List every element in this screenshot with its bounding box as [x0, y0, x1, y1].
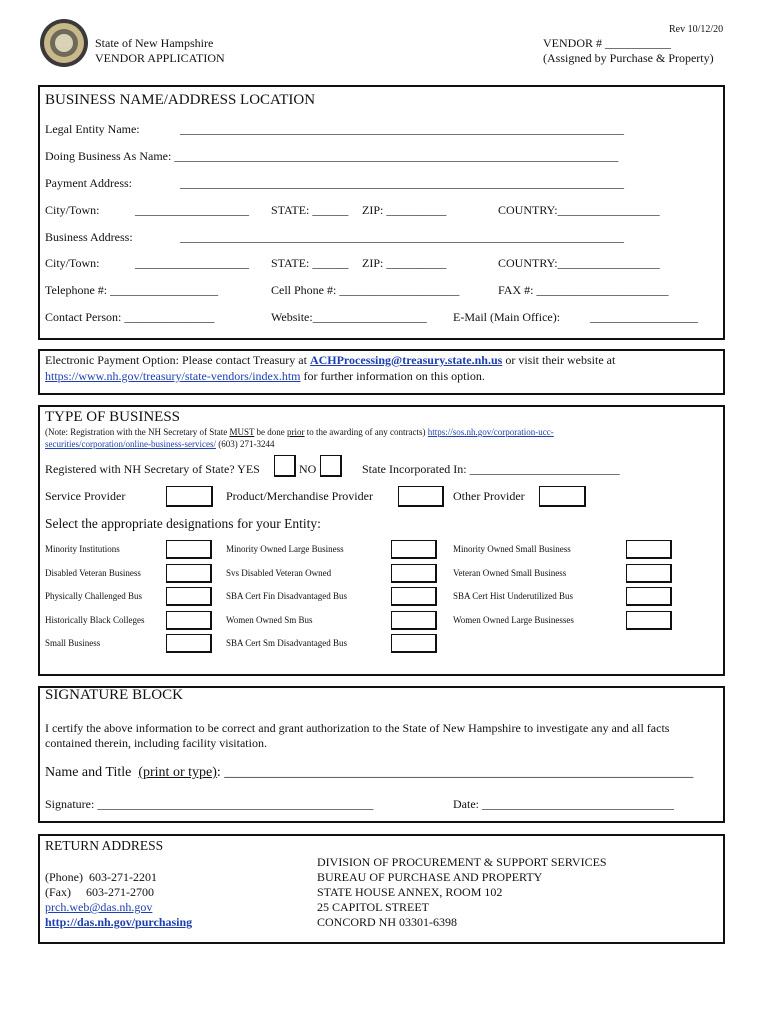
designation-checkbox[interactable] — [626, 587, 672, 606]
treasury-email-link[interactable]: ACHProcessing@treasury.state.nh.us — [309, 353, 503, 367]
signature-heading: SIGNATURE BLOCK — [45, 687, 183, 703]
designations-heading: Select the appropriate designations for your Entity: — [45, 516, 321, 531]
dba-field[interactable]: Doing Business As Name: __________________________________________________________________________ — [45, 149, 619, 163]
payment-state-field[interactable]: STATE: ______ — [271, 203, 349, 217]
business-state-field[interactable]: STATE: ______ — [271, 256, 349, 270]
name-title-field[interactable] — [45, 765, 693, 781]
designation-checkbox[interactable] — [166, 587, 212, 606]
payment-address-field[interactable]: __________________________________________________________________________ — [180, 176, 624, 190]
email-field[interactable]: __________________ — [590, 310, 698, 324]
payment-country-field[interactable]: COUNTRY:_________________ — [498, 203, 660, 217]
service-provider-checkbox[interactable] — [166, 486, 213, 507]
business-section-heading: BUSINESS NAME/ADDRESS LOCATION — [45, 92, 316, 108]
designation-label: SBA Cert Sm Disadvantaged Bus — [226, 638, 347, 648]
payment-option-text-3: for further information on this option. — [300, 369, 485, 383]
business-zip-field[interactable]: ZIP: __________ — [362, 256, 447, 270]
designation-checkbox[interactable] — [391, 634, 437, 653]
other-provider-label: Other Provider — [453, 489, 525, 503]
note-text-2: be done — [254, 427, 288, 437]
designation-label: Disabled Veteran Business — [45, 568, 141, 578]
certify-text-line2: contained therein, including facility visitation. — [45, 736, 267, 750]
designation-label: Historically Black Colleges — [45, 615, 145, 625]
designation-checkbox[interactable] — [626, 540, 672, 559]
vendor-number-field[interactable]: VENDOR # ___________ — [543, 36, 671, 50]
registered-question: Registered with NH Secretary of State? YES — [45, 462, 260, 476]
payment-option-line2 — [45, 369, 485, 384]
designation-label: SBA Cert Fin Disadvantaged Bus — [226, 591, 347, 601]
designation-label: Women Owned Sm Bus — [226, 615, 313, 625]
service-provider-label: Service Provider — [45, 489, 126, 503]
designation-checkbox[interactable] — [166, 540, 212, 559]
legal-entity-field[interactable]: __________________________________________________________________________ — [180, 122, 624, 136]
designation-checkbox[interactable] — [391, 564, 437, 583]
designation-label: Minority Owned Large Business — [226, 544, 344, 554]
designation-checkbox[interactable] — [391, 540, 437, 559]
type-section-heading: TYPE OF BUSINESS — [45, 409, 181, 425]
city-label: City/Town: — [45, 256, 100, 270]
contact-person-field[interactable]: Contact Person: _______________ — [45, 310, 215, 324]
payment-city-field[interactable]: ___________________ — [135, 203, 249, 217]
payment-address-label: Payment Address: — [45, 176, 132, 190]
registered-no-label: NO — [299, 462, 317, 476]
address-line: 25 CAPITOL STREET — [317, 900, 430, 914]
treasury-website-link[interactable]: https://www.nh.gov/treasury/state-vendors/index.htm — [45, 369, 301, 383]
cell-phone-field[interactable]: Cell Phone #: ____________________ — [271, 283, 460, 297]
designation-checkbox[interactable] — [166, 634, 212, 653]
address-line: DIVISION OF PROCUREMENT & SUPPORT SERVICES — [317, 855, 607, 869]
website-field[interactable]: Website:___________________ — [271, 310, 427, 324]
state-incorporated-field[interactable]: State Incorporated In: _________________________ — [362, 462, 620, 476]
payment-option-text: Electronic Payment Option: Please contact Treasury at — [45, 353, 310, 367]
date-field[interactable]: Date: ________________________________ — [453, 797, 674, 811]
sos-link-part2[interactable]: securities/corporation/online-business-services/ — [45, 439, 216, 449]
name-title-line: : ___________________________________________________________________ — [216, 765, 694, 780]
address-line: STATE HOUSE ANNEX, ROOM 102 — [317, 885, 503, 899]
designation-checkbox[interactable] — [391, 587, 437, 606]
product-provider-checkbox[interactable] — [398, 486, 444, 507]
return-phone: (Phone) 603-271-2201 — [45, 870, 157, 884]
signature-field[interactable]: Signature: ______________________________________________ — [45, 797, 374, 811]
business-address-label: Business Address: — [45, 230, 133, 244]
designation-label: SBA Cert Hist Underutilized Bus — [453, 591, 573, 601]
note-prior: prior — [287, 427, 305, 437]
note-must: MUST — [229, 427, 255, 437]
designation-label: Physically Challenged Bus — [45, 591, 142, 601]
designation-label: Svs Disabled Veteran Owned — [226, 568, 332, 578]
state-name: State of New Hampshire — [95, 36, 214, 50]
purchasing-website-link[interactable]: http://das.nh.gov/purchasing — [45, 915, 193, 929]
application-title: VENDOR APPLICATION — [95, 51, 225, 65]
return-address-heading: RETURN ADDRESS — [45, 838, 164, 853]
designation-label: Women Owned Large Businesses — [453, 615, 574, 625]
payment-option-text-2: or visit their website at — [502, 353, 616, 367]
designation-checkbox[interactable] — [626, 564, 672, 583]
designation-checkbox[interactable] — [166, 564, 212, 583]
note-text: (Note: Registration with the NH Secretary of State — [45, 427, 230, 437]
vendor-number-note: (Assigned by Purchase & Property) — [543, 51, 714, 65]
business-country-field[interactable]: COUNTRY:_________________ — [498, 256, 660, 270]
telephone-field[interactable]: Telephone #: __________________ — [45, 283, 219, 297]
address-line: BUREAU OF PURCHASE AND PROPERTY — [317, 870, 543, 884]
note-text-3: to the awarding of any contracts) — [304, 427, 428, 437]
email-label: E-Mail (Main Office): — [453, 310, 561, 324]
return-email-link[interactable]: prch.web@das.nh.gov — [45, 900, 153, 914]
legal-entity-label: Legal Entity Name: — [45, 122, 140, 136]
revision-date: Rev 10/12/20 — [669, 24, 724, 35]
registration-note-line2 — [45, 439, 274, 449]
sos-link-part1[interactable]: https://sos.nh.gov/corporation-ucc- — [427, 427, 554, 437]
address-line: CONCORD NH 03301-6398 — [317, 915, 458, 929]
designation-checkbox[interactable] — [626, 611, 672, 630]
print-type-label: (print or type) — [138, 765, 217, 780]
registration-note-line1 — [45, 427, 554, 437]
business-address-field[interactable]: __________________________________________________________________________ — [180, 230, 624, 244]
designation-label: Minority Owned Small Business — [453, 544, 571, 554]
payment-option-line1 — [45, 353, 615, 368]
state-seal-logo — [40, 19, 88, 67]
sos-phone: (603) 271-3244 — [215, 439, 275, 449]
certify-text-line1: I certify the above information to be correct and grant authorization to the State of New Hampshire to investigate any and all facts — [45, 721, 670, 735]
product-provider-label: Product/Merchandise Provider — [226, 489, 373, 503]
registered-no-checkbox[interactable] — [320, 455, 342, 477]
designation-label: Minority Institutions — [45, 544, 120, 554]
fax-field[interactable]: FAX #: ______________________ — [498, 283, 669, 297]
business-city-field[interactable]: ___________________ — [135, 256, 249, 270]
other-provider-checkbox[interactable] — [539, 486, 586, 507]
designation-label: Veteran Owned Small Business — [453, 568, 567, 578]
designation-label: Small Business — [45, 638, 101, 648]
designation-checkbox[interactable] — [166, 611, 212, 630]
name-title-label: Name and Title — [45, 765, 132, 780]
return-fax: (Fax) 603-271-2700 — [45, 885, 154, 899]
city-label: City/Town: — [45, 203, 100, 217]
registered-yes-checkbox[interactable] — [274, 455, 296, 477]
designation-checkbox[interactable] — [391, 611, 437, 630]
payment-zip-field[interactable]: ZIP: __________ — [362, 203, 447, 217]
